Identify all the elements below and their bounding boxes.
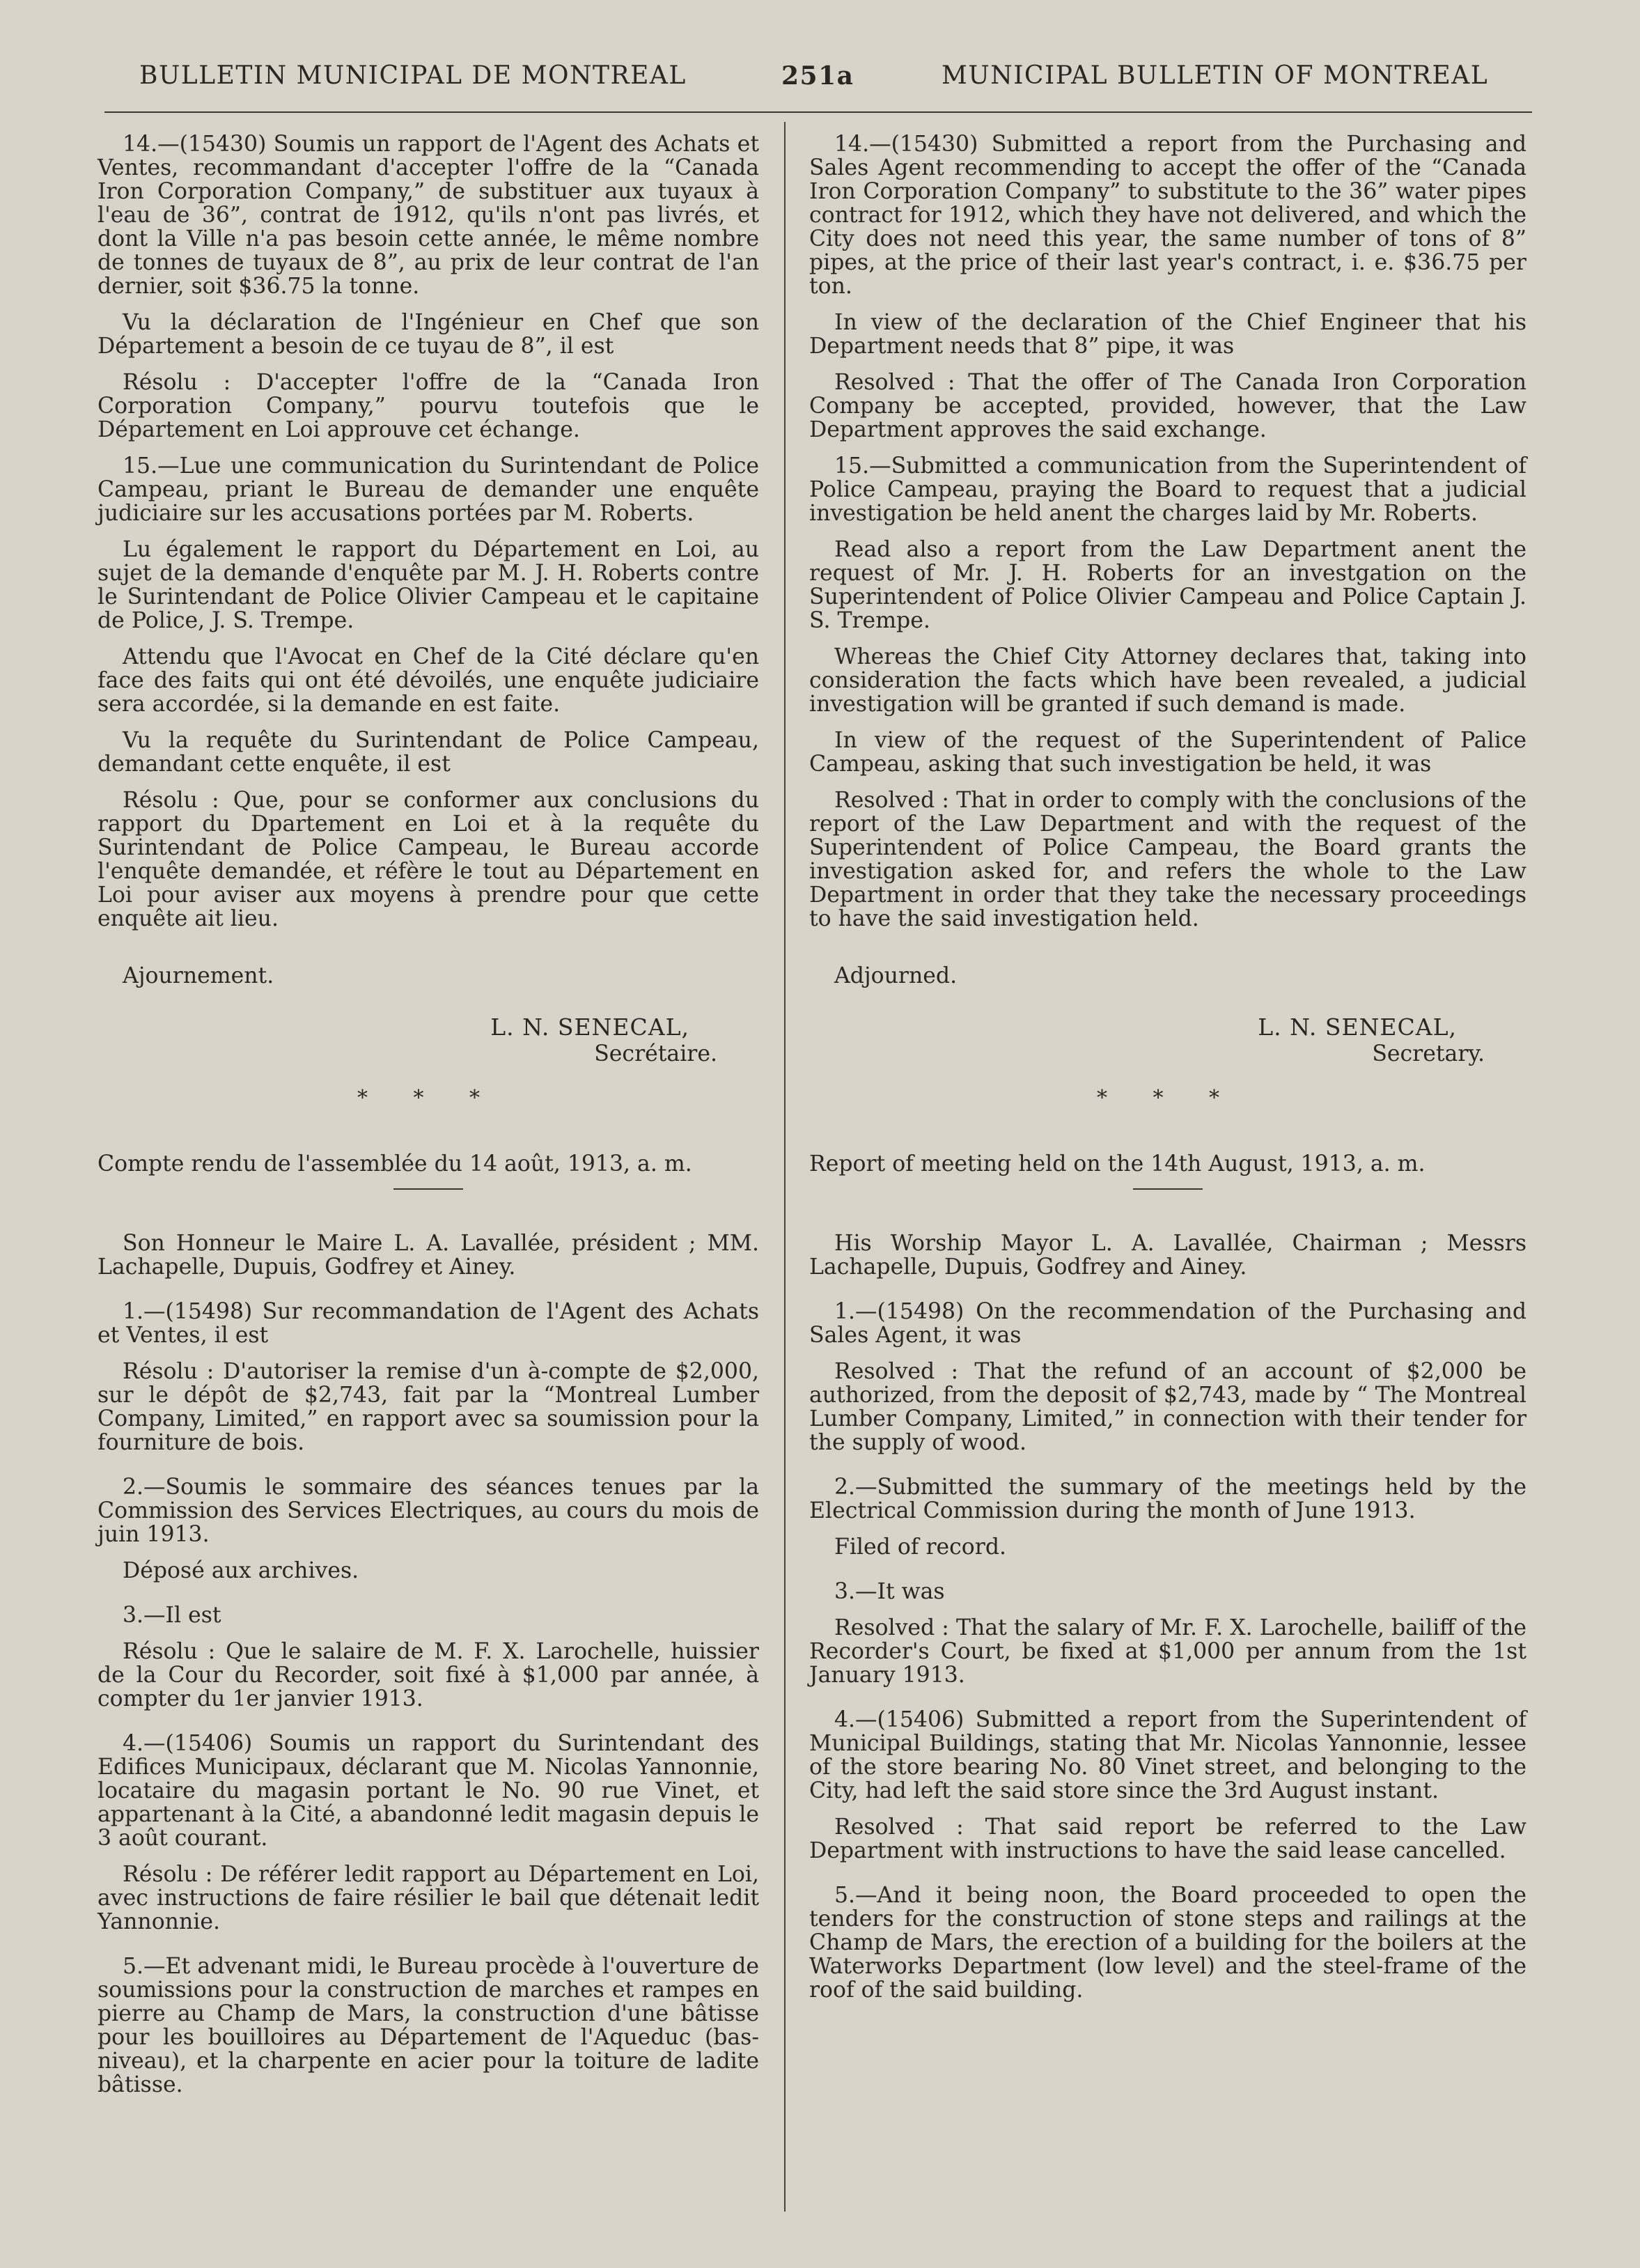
en-section-stars: * * *	[1096, 1086, 1240, 1110]
fr-signature-name: L. N. SENECAL,	[490, 1013, 689, 1041]
fr-item-14: 14.—(15430) Soumis un rapport de l'Agent des Achats et Ventes, recommandant d'accepter l'offre de la “Canada Iron Corporation Company,” de substituer aux tuyaux à l'eau de 36”, contrat de 1912, qu'ils n'ont pas livrés, et dont la Ville n'a pas besoin cette année, le même nombre de tonnes de tuyaux de 8”, au prix de leur contrat de l'an dernier, soit $36.75 la tonne.	[97, 132, 759, 299]
en-resolution: Resolved : That said report be referred to the Law Department with instructions to have the said lease cancelled.	[809, 1815, 1526, 1863]
en-attendance: His Worship Mayor L. A. Lavallée, Chairman ; Messrs Lachapelle, Dupuis, Godfrey and Ainey.	[809, 1231, 1526, 1280]
en-signature	[809, 1013, 1485, 1066]
en-resolution: Resolved : That the refund of an account of $2,000 be authorized, from the deposit of $2,743, made by “ The Montreal Lumber Company, Limited,” in connection with their tender for the supply of wood.	[809, 1359, 1526, 1455]
fr-adjournment: Ajournement.	[123, 963, 274, 988]
fr-signature	[97, 1013, 717, 1066]
fr-paragraph: Vu la requête du Surintendant de Police Campeau, demandant cette enquête, il est	[97, 728, 759, 777]
fr-resolution: Résolu : Que le salaire de M. F. X. Larochelle, huissier de la Cour du Recorder, soit fixé à $1,000 par année, à compter du 1er janvier 1913.	[97, 1639, 759, 1711]
en-paragraph: Read also a report from the Law Department anent the request of Mr. J. H. Roberts for an investgation on the Superintendent of Police Olivier Campeau and Police Captain J. S. Trempe.	[809, 537, 1526, 633]
en-item-14: 14.—(15430) Submitted a report from the Purchasing and Sales Agent recommending to accept the offer of the “Canada Iron Corporation Company” to substitute to the 36” water pipes contract for 1912, which they have not delivered, and which the City does not need this year, the same number of tons of 8” pipes, at the price of their last year's contract, i. e. $36.75 per ton.	[809, 132, 1526, 299]
en-paragraph: Whereas the Chief City Attorney declares that, taking into consideration the facts which have been revealed, a judicial investigation will be granted if such demand is made.	[809, 644, 1526, 717]
fr-item-15: 15.—Lue une communication du Surintendant de Police Campeau, priant le Bureau de demander une enquête judiciaire sur les accusations portées par M. Roberts.	[97, 453, 759, 526]
en-item-1: 1.—(15498) On the recommendation of the Purchasing and Sales Agent, it was	[809, 1299, 1526, 1348]
en-item-2: 2.—Submitted the summary of the meetings held by the Electrical Commission during the month of June 1913.	[809, 1475, 1526, 1523]
fr-meeting-title: Compte rendu de l'assemblée du 14 août, 1913, a. m.	[97, 1151, 692, 1176]
en-paragraph: In view of the declaration of the Chief Engineer that his Department needs that 8” pipe, it was	[809, 310, 1526, 359]
fr-resolution: Résolu : De référer ledit rapport au Département en Loi, avec instructions de faire résilier le bail que détenait ledit Yannonnie.	[97, 1862, 759, 1934]
en-paragraph: In view of the request of the Superintendent of Palice Campeau, asking that such investigation be held, it was	[809, 728, 1526, 777]
fr-resolution: Résolu : D'accepter l'offre de la “Canada Iron Corporation Company,” pourvu toutefois que le Département en Loi approuve cet échange.	[97, 370, 759, 442]
en-paragraph: Filed of record.	[834, 1535, 1007, 1560]
en-signature-name: L. N. SENECAL,	[1258, 1013, 1457, 1041]
fr-paragraph: Vu la déclaration de l'Ingénieur en Chef que son Département a besoin de ce tuyau de 8”, il est	[97, 310, 759, 359]
column-divider	[784, 122, 786, 2212]
fr-resolution: Résolu : D'autoriser la remise d'un à-compte de $2,000, sur le dépôt de $2,743, fait par la “Montreal Lumber Company, Limited,” en rapport avec sa soumission pour la fourniture de bois.	[97, 1359, 759, 1455]
page-number: 251a	[781, 61, 854, 91]
en-item-4: 4.—(15406) Submitted a report from the Superintendent of Municipal Buildings, stating that Mr. Nicolas Yannonnie, lessee of the store bearing No. 80 Vinet street, and belonging to the City, had left the said store since the 3rd August instant.	[809, 1707, 1526, 1803]
fr-section-stars: * * *	[357, 1086, 500, 1110]
fr-item-1: 1.—(15498) Sur recommandation de l'Agent des Achats et Ventes, il est	[97, 1299, 759, 1348]
en-resolution: Resolved : That in order to comply with the conclusions of the report of the Law Department and with the request of the Superintendent of Police Campeau, the Board grants the investigation asked for, and refers the whole to the Law Department in order that they take the necessary proceedings to have the said investigation held.	[809, 788, 1526, 931]
en-adjournment: Adjourned.	[834, 963, 958, 988]
en-item-15: 15.—Submitted a communication from the Superintendent of Police Campeau, praying the Board to request that a judicial investigation be held anent the charges laid by Mr. Roberts.	[809, 453, 1526, 526]
fr-item-2: 2.—Soumis le sommaire des séances tenues par la Commission des Services Electriques, au cours du mois de juin 1913.	[97, 1475, 759, 1547]
header-title-french: BULLETIN MUNICIPAL DE MONTREAL	[139, 61, 687, 90]
french-column	[97, 132, 759, 2109]
fr-item-4: 4.—(15406) Soumis un rapport du Surintendant des Edifices Municipaux, déclarant que M. Nicolas Yannonnie, locataire du magasin portant le No. 90 rue Vinet, et appartenant à la Cité, a abandonné ledit magasin depuis le 3 août courant.	[97, 1731, 759, 1851]
en-item-3: 3.—It was	[834, 1579, 945, 1604]
fr-paragraph: Lu également le rapport du Département en Loi, au sujet de la demande d'enquête par M. J. H. Roberts contre le Surintendant de Police Olivier Campeau et le capitaine de Police, J. S. Trempe.	[97, 537, 759, 633]
page-header	[0, 61, 1640, 103]
fr-item-5: 5.—Et advenant midi, le Bureau procède à l'ouverture de soumissions pour la construction de marches et rampes en pierre au Champ de Mars, la construction d'une bâtisse pour les bouilloires au Département de l'Aqueduc (bas-niveau), et la charpente en acier pour la toiture de ladite bâtisse.	[97, 1954, 759, 2097]
en-signature-title: Secretary.	[1372, 1041, 1485, 1066]
fr-short-rule	[393, 1188, 463, 1190]
fr-item-3: 3.—Il est	[123, 1603, 221, 1628]
fr-paragraph: Déposé aux archives.	[123, 1558, 359, 1583]
en-resolution: Resolved : That the offer of The Canada Iron Corporation Company be accepted, provided, however, that the Law Department approves the said exchange.	[809, 370, 1526, 442]
fr-paragraph: Attendu que l'Avocat en Chef de la Cité déclare qu'en face des faits qui ont été dévoilés, une enquête judiciaire sera accordée, si la demande en est faite.	[97, 644, 759, 717]
english-column	[809, 132, 1526, 2014]
en-short-rule	[1133, 1188, 1203, 1190]
header-rule	[104, 111, 1532, 113]
en-item-5: 5.—And it being noon, the Board proceeded to open the tenders for the construction of stone steps and railings at the Champ de Mars, the erection of a building for the boilers at the Waterworks Department (low level) and the steel-frame of the roof of the said building.	[809, 1883, 1526, 2003]
fr-signature-title: Secrétaire.	[594, 1041, 717, 1066]
header-title-english: MUNICIPAL BULLETIN OF MONTREAL	[942, 61, 1489, 90]
fr-resolution: Résolu : Que, pour se conformer aux conclusions du rapport du Dpartement en Loi et à la requête du Surintendant de Police Campeau, le Bureau accorde l'enquête demandée, et réfère le tout au Département en Loi pour aviser aux moyens à prendre pour que cette enquête ait lieu.	[97, 788, 759, 931]
en-meeting-title: Report of meeting held on the 14th August, 1913, a. m.	[809, 1151, 1426, 1176]
fr-attendance: Son Honneur le Maire L. A. Lavallée, président ; MM. Lachapelle, Dupuis, Godfrey et Ainey.	[97, 1231, 759, 1280]
en-resolution: Resolved : That the salary of Mr. F. X. Larochelle, bailiff of the Recorder's Court, be fixed at $1,000 per annum from the 1st January 1913.	[809, 1615, 1526, 1688]
